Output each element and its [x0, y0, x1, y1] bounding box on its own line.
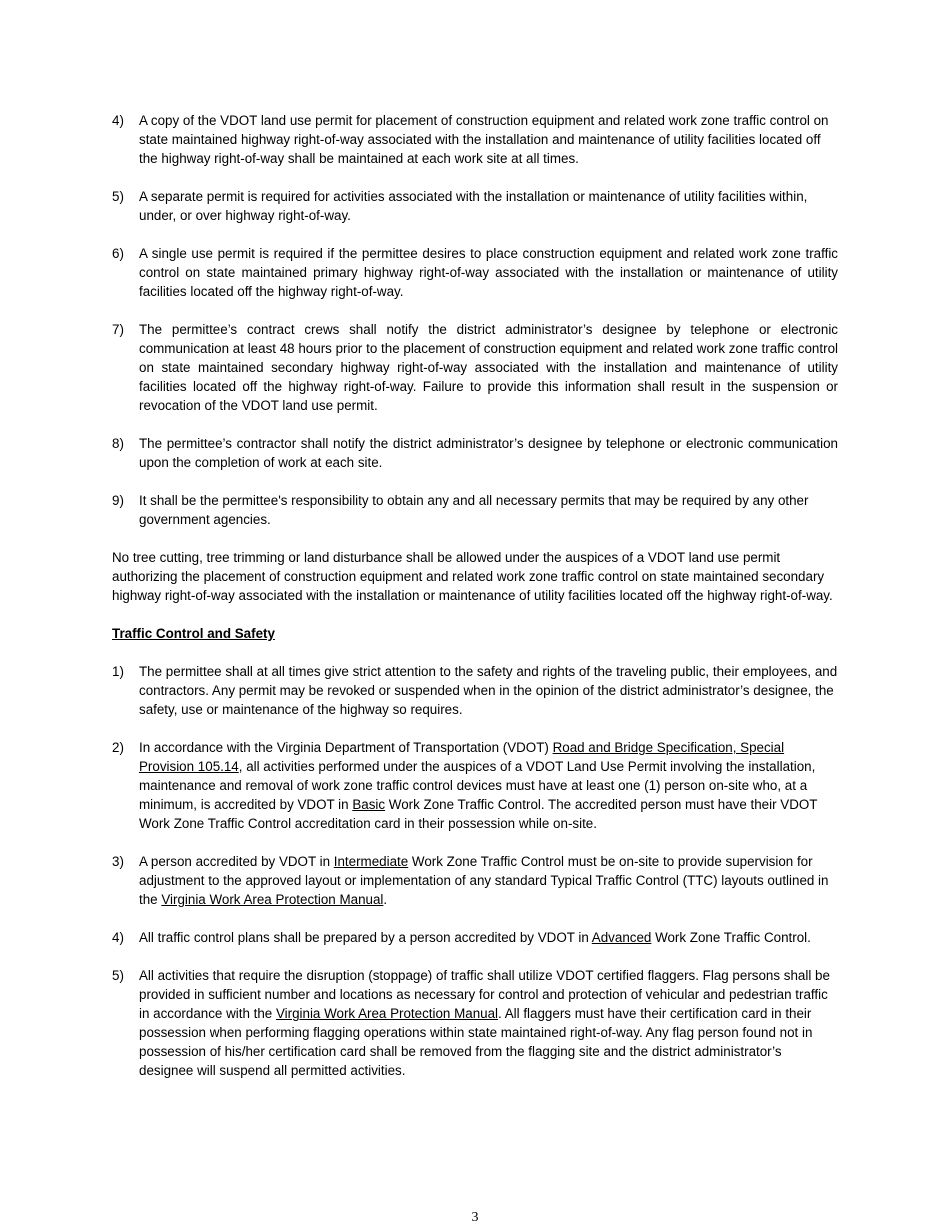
underlined-term: Intermediate — [333, 854, 409, 869]
text-run: A person accredited by VDOT in — [139, 854, 334, 869]
item-number: 1) — [112, 664, 124, 679]
item-text: A copy of the VDOT land use permit for placement of construction equipment and related work zone traffic control on state maintained highway right-of-way associated with the installation and maintenance of utility facilities located off the highway right-of-way shall be maintained at each work site at all times. — [139, 113, 829, 166]
item-text: A single use permit is required if the permittee desires to place construction equipment and related work zone traffic control on state maintained primary highway right-of-way associated with the installation or maintenance of utility facilities located off the highway right-of-way. — [139, 246, 838, 299]
text-run: , all activities performed under the auspices of a VDOT Land Use Permit involving the installation, maintenance and removal of work zone traffic control devices must have at least one (1) person on-site who, at a minimum, is accredited by VDOT in — [139, 759, 816, 812]
text-run: All traffic control plans shall be prepared by a person accredited by VDOT in — [139, 930, 592, 945]
item-number: 5) — [112, 968, 124, 983]
item-number: 4) — [112, 113, 124, 128]
text-run: Work Zone Traffic Control. The accredited person must have their VDOT Work Zone Traffic Control accreditation card in their possession while on-site. — [139, 797, 818, 831]
list-item — [112, 966, 838, 1080]
item-text: It shall be the permittee's responsibility to obtain any and all necessary permits that may be required by any other government agencies. — [139, 493, 809, 527]
text-run: . — [383, 892, 388, 907]
text-run: Work Zone Traffic Control. — [651, 930, 811, 945]
item-number: 7) — [112, 322, 124, 337]
page-number: 3 — [471, 1210, 479, 1225]
text-run: Work Zone Traffic Control must be on-site to provide supervision for adjustment to the approved layout or implementation of any standard Typical Traffic Control (TTC) layouts outlined in the — [139, 854, 829, 907]
document-page — [112, 111, 838, 1099]
item-text — [139, 966, 838, 1080]
list-item — [112, 491, 838, 529]
item-text: A separate permit is required for activities associated with the installation or maintenance of utility facilities within, under, or over highway right-of-way. — [139, 189, 808, 223]
item-text — [139, 852, 838, 909]
item-text: The permittee’s contractor shall notify the district administrator’s designee by telephone or electronic communication upon the completion of work at each site. — [139, 436, 838, 470]
list-item — [112, 928, 838, 947]
list-item — [112, 320, 838, 415]
item-number: 4) — [112, 930, 124, 945]
underlined-reference: Virginia Work Area Protection Manual — [275, 1006, 499, 1021]
section-heading: Traffic Control and Safety — [112, 626, 275, 641]
item-number: 6) — [112, 246, 124, 261]
list-item — [112, 434, 838, 472]
item-number: 9) — [112, 493, 124, 508]
text-run: . All flaggers must have their certification card in their possession when performing flagging operations within state maintained right-of-way. Any flag person found not in possession of his/her certification card shall be removed from the flagging site and the district administrator’s designee will suspend all permitted activities. — [139, 1006, 813, 1078]
item-number: 2) — [112, 740, 124, 755]
underlined-reference: Road and Bridge Specification, Special Provision 105.14 — [139, 740, 785, 774]
item-text: The permittee shall at all times give strict attention to the safety and rights of the traveling public, their employees, and contractors. Any permit may be revoked or suspended when in the opinion of the district administrator’s designee, the safety, use or maintenance of the highway so requires. — [139, 664, 838, 717]
list-item — [112, 111, 838, 168]
underlined-term: Advanced — [591, 930, 652, 945]
item-text: The permittee’s contract crews shall notify the district administrator’s designee by telephone or electronic communication at least 48 hours prior to the placement of construction equipment and related work zone traffic control on state maintained secondary highway right-of-way associated with the installation and maintenance of utility facilities located off the highway right-of-way. Failure to provide this information shall result in the suspension or revocation of the VDOT land use permit. — [139, 322, 838, 413]
item-number: 5) — [112, 189, 124, 204]
list-item — [112, 662, 838, 719]
list-item — [112, 852, 838, 909]
list-item — [112, 187, 838, 225]
underlined-reference: Virginia Work Area Protection Manual — [161, 892, 384, 907]
tree-cutting-paragraph: No tree cutting, tree trimming or land disturbance shall be allowed under the auspices of a VDOT land use permit authorizing the placement of construction equipment and related work zone traffic control on state maintained secondary highway right-of-way associated with the installation or maintenance of utility facilities located off the highway right-of-way. — [112, 550, 833, 603]
underlined-term: Basic — [352, 797, 386, 812]
list-item — [112, 738, 838, 833]
item-number: 3) — [112, 854, 124, 869]
item-text — [139, 928, 838, 947]
item-text — [139, 738, 838, 833]
list-item — [112, 244, 838, 301]
text-run: All activities that require the disruption (stoppage) of traffic shall utilize VDOT certified flaggers. Flag persons shall be provided in sufficient number and locations as necessary for control and protection of vehicular and pedestrian traffic in accordance with the — [139, 968, 830, 1021]
item-number: 8) — [112, 436, 124, 451]
text-run: In accordance with the Virginia Department of Transportation (VDOT) — [139, 740, 553, 755]
